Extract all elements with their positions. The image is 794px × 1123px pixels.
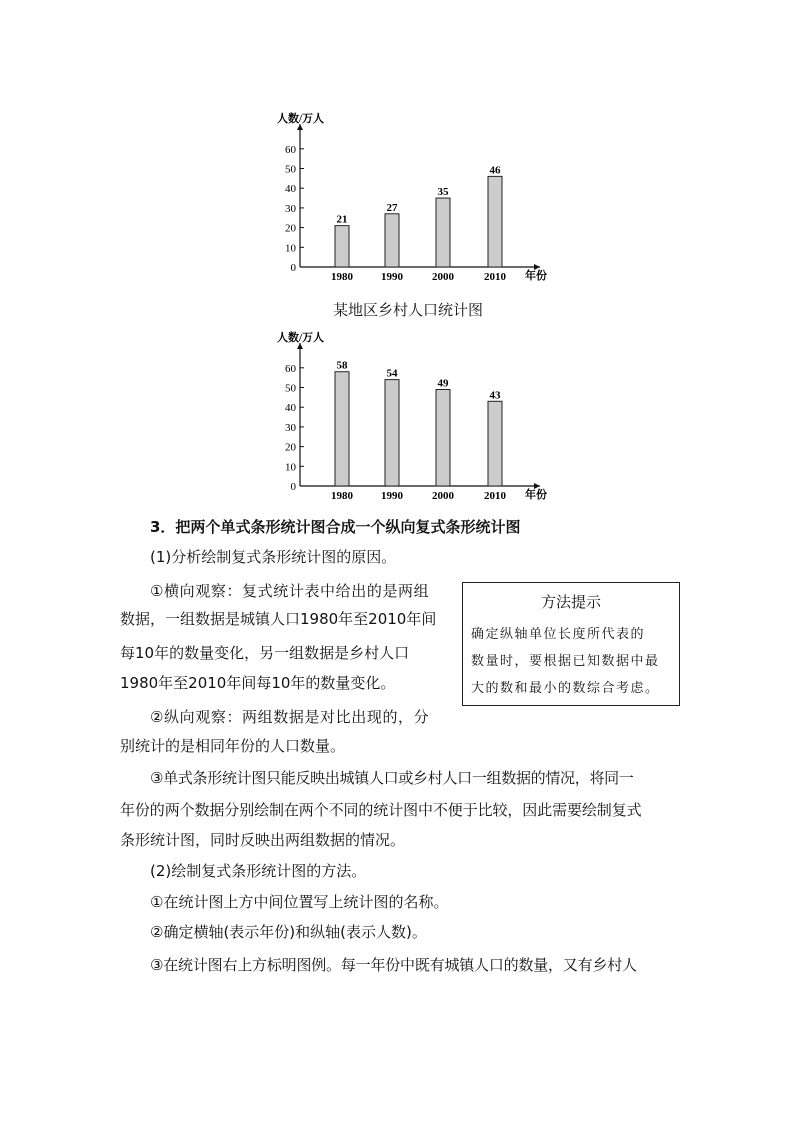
y-tick-label: 20 [285, 441, 296, 454]
data-label: 21 [336, 213, 348, 226]
para-1-line-4: 1980年至2010年间每10年的数量变化。 [120, 674, 396, 692]
step-3: ③在统计图右上方标明图例。每一年份中既有城镇人口的数量，又有乡村人 [150, 956, 637, 974]
y-tick-label: 10 [285, 242, 296, 255]
chart-1-svg [270, 108, 560, 288]
y-tick-label: 60 [285, 362, 296, 375]
y-tick-label: 30 [285, 202, 296, 215]
method-tip-box [462, 582, 680, 706]
para-1-line-3: 每10年的数量变化，另一组数据是乡村人口 [120, 644, 410, 662]
step-1: ①在统计图上方中间位置写上统计图的名称。 [150, 893, 449, 911]
y-tick-label: 20 [285, 222, 296, 235]
para-3-line-3: 条形统计图，同时反映出两组数据的情况。 [120, 831, 406, 849]
data-label: 49 [437, 377, 449, 390]
bar-1980 [335, 226, 349, 267]
para-1-line-1: ①横向观察：复式统计表中给出的是两组 [150, 582, 430, 600]
data-label: 27 [386, 201, 398, 214]
step-2: ②确定横轴(表示年份)和纵轴(表示人数)。 [150, 923, 427, 941]
para-1-line-2: 数据，一组数据是城镇人口1980年至2010年间 [120, 610, 437, 628]
y-tick-label: 60 [285, 143, 296, 156]
y-tick-label: 40 [285, 402, 296, 415]
y-tick-label: 10 [285, 461, 296, 474]
bar-2000 [436, 389, 450, 486]
bar-2010 [488, 401, 502, 486]
para-2-line-1: ②纵向观察：两组数据是对比出现的，分 [150, 708, 430, 726]
data-label: 43 [489, 389, 501, 402]
para-3-line-1: ③单式条形统计图只能反映出城镇人口或乡村人口一组数据的情况，将同一 [150, 769, 634, 787]
x-axis-label: 年份 [525, 270, 547, 282]
x-tick-label: 1990 [381, 490, 403, 502]
y-tick-label: 50 [285, 163, 296, 176]
x-axis-label: 年份 [525, 489, 547, 501]
x-tick-label: 1990 [381, 271, 403, 283]
tip-line-3: 大的数和最小的数综合考虑。 [471, 681, 660, 696]
x-tick-label: 2010 [484, 271, 506, 283]
y-tick-label: 50 [285, 382, 296, 395]
bar-1980 [335, 372, 349, 486]
chart-2-svg [270, 327, 560, 507]
data-label: 35 [437, 186, 449, 199]
tip-line-2: 数量时，要根据已知数据中最 [471, 654, 660, 669]
para-3-line-2: 年份的两个数据分别绘制在两个不同的统计图中不便于比较，因此需要绘制复式 [120, 801, 642, 819]
para-2-line-2: 别统计的是相同年份的人口数量。 [120, 737, 346, 755]
data-label: 46 [489, 164, 501, 177]
y-axis-label: 人数/万人 [277, 332, 325, 344]
x-tick-label: 1980 [331, 490, 353, 502]
tip-title: 方法提示 [540, 593, 601, 611]
x-tick-label: 2010 [484, 490, 506, 502]
y-tick-label: 0 [290, 481, 296, 493]
subsection-2: (2)绘制复式条形统计图的方法。 [150, 862, 367, 880]
chart-2-caption: 某地区乡村人口统计图 [333, 301, 484, 319]
bar-1990 [385, 214, 399, 267]
data-label: 54 [386, 367, 398, 380]
data-label: 58 [336, 359, 348, 372]
chart-urban-population [270, 108, 560, 288]
bar-1990 [385, 380, 399, 486]
subsection-1: (1)分析绘制复式条形统计图的原因。 [150, 548, 397, 566]
y-tick-label: 0 [290, 262, 296, 274]
y-tick-label: 30 [285, 421, 296, 434]
x-tick-label: 2000 [432, 271, 454, 283]
bar-2010 [488, 176, 502, 267]
bar-2000 [436, 198, 450, 267]
x-tick-label: 1980 [331, 271, 353, 283]
x-tick-label: 2000 [432, 490, 454, 502]
y-axis-label: 人数/万人 [277, 113, 325, 125]
chart-rural-population [270, 327, 560, 507]
section-heading: 3．把两个单式条形统计图合成一个纵向复式条形统计图 [150, 518, 521, 536]
y-tick-label: 40 [285, 183, 296, 196]
tip-line-1: 确定纵轴单位长度所代表的 [471, 627, 646, 642]
